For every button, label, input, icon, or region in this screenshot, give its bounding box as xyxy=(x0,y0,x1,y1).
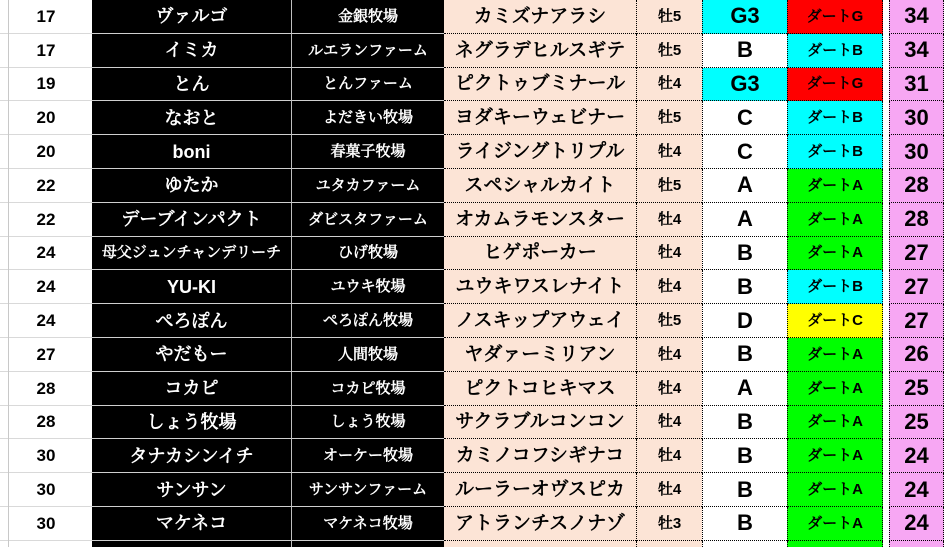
dirt-grade-cell[interactable] xyxy=(787,541,883,547)
farm-name-cell[interactable]: ぺろぽん牧場 xyxy=(292,304,444,338)
farm-name-cell[interactable]: 金銀牧場 xyxy=(292,0,444,34)
owner-name-cell[interactable]: ヴァルゴ xyxy=(92,0,292,34)
horse-name-cell[interactable]: ユウキワスレナイト xyxy=(444,270,636,304)
rank-cell[interactable]: 17 xyxy=(0,0,92,34)
grade-cell[interactable]: C xyxy=(702,135,787,169)
farm-name-cell[interactable]: サンサンファーム xyxy=(292,473,444,507)
score-cell[interactable]: 25 xyxy=(889,372,944,406)
table-row xyxy=(0,439,945,473)
owner-name-cell[interactable]: ゆたか xyxy=(92,169,292,203)
horse-name-cell[interactable]: スペシャルカイト xyxy=(444,169,636,203)
owner-name-cell[interactable]: boni xyxy=(92,135,292,169)
table-row xyxy=(0,473,945,507)
rank-cell[interactable]: 17 xyxy=(0,34,92,68)
farm-name-cell[interactable]: マケネコ牧場 xyxy=(292,507,444,541)
sex-age-cell[interactable]: 牡5 xyxy=(636,34,702,68)
sex-age-cell[interactable]: 牡4 xyxy=(636,372,702,406)
score-cell[interactable]: 27 xyxy=(889,304,944,338)
table-row xyxy=(0,34,945,68)
dirt-grade-cell[interactable]: ダートG xyxy=(787,68,883,102)
grade-cell[interactable]: B xyxy=(702,439,787,473)
sex-age-cell[interactable] xyxy=(636,541,702,547)
grade-cell[interactable]: A xyxy=(702,372,787,406)
score-cell[interactable]: 34 xyxy=(889,34,944,68)
table-row xyxy=(0,270,945,304)
dirt-grade-cell[interactable]: ダートA xyxy=(787,473,883,507)
table-row xyxy=(0,203,945,237)
partial-next-row xyxy=(0,541,945,547)
score-cell[interactable]: 28 xyxy=(889,203,944,237)
sex-age-cell[interactable]: 牡4 xyxy=(636,270,702,304)
owner-name-cell[interactable] xyxy=(92,541,292,547)
grade-cell[interactable]: D xyxy=(702,304,787,338)
rank-cell[interactable]: 27 xyxy=(0,338,92,372)
owner-name-cell[interactable]: ぺろぽん xyxy=(92,304,292,338)
grade-cell[interactable]: B xyxy=(702,473,787,507)
rank-cell[interactable]: 28 xyxy=(0,406,92,440)
horse-name-cell[interactable]: ネグラデヒルスギテ xyxy=(444,34,636,68)
table-row xyxy=(0,237,945,271)
horse-name-cell[interactable]: ルーラーオヴスピカ xyxy=(444,473,636,507)
farm-name-cell[interactable]: 春菓子牧場 xyxy=(292,135,444,169)
dirt-grade-cell[interactable]: ダートA xyxy=(787,338,883,372)
dirt-grade-cell[interactable]: ダートA xyxy=(787,237,883,271)
sex-age-cell[interactable]: 牡3 xyxy=(636,507,702,541)
score-cell[interactable]: 27 xyxy=(889,270,944,304)
horse-name-cell[interactable]: アトランチスノナゾ xyxy=(444,507,636,541)
grade-cell[interactable]: B xyxy=(702,507,787,541)
grade-cell[interactable]: A xyxy=(702,203,787,237)
grade-cell[interactable]: B xyxy=(702,270,787,304)
grade-cell[interactable]: B xyxy=(702,338,787,372)
horse-name-cell[interactable]: サクラブルコンコン xyxy=(444,406,636,440)
owner-name-cell[interactable]: やだもー xyxy=(92,338,292,372)
grade-cell[interactable]: A xyxy=(702,169,787,203)
rank-cell[interactable]: 20 xyxy=(0,135,92,169)
table-row xyxy=(0,304,945,338)
owner-name-cell[interactable]: 母父ジュンチャンデリーチ xyxy=(92,237,292,271)
score-cell[interactable]: 30 xyxy=(889,101,944,135)
farm-name-cell[interactable]: ダビスタファーム xyxy=(292,203,444,237)
score-cell[interactable]: 34 xyxy=(889,0,944,34)
score-cell[interactable]: 31 xyxy=(889,68,944,102)
sex-age-cell[interactable]: 牡4 xyxy=(636,237,702,271)
rank-cell[interactable]: 24 xyxy=(0,304,92,338)
farm-name-cell[interactable]: ひげ牧場 xyxy=(292,237,444,271)
table-row xyxy=(0,338,945,372)
table-row xyxy=(0,169,945,203)
owner-name-cell[interactable]: しょう牧場 xyxy=(92,406,292,440)
rank-cell[interactable]: 22 xyxy=(0,169,92,203)
score-cell[interactable]: 25 xyxy=(889,406,944,440)
dirt-grade-cell[interactable]: ダートA xyxy=(787,507,883,541)
rank-cell[interactable]: 28 xyxy=(0,372,92,406)
grade-cell[interactable]: B xyxy=(702,34,787,68)
owner-name-cell[interactable]: デーブインパクト xyxy=(92,203,292,237)
owner-name-cell[interactable]: なおと xyxy=(92,101,292,135)
rank-cell[interactable]: 19 xyxy=(0,68,92,102)
farm-name-cell[interactable] xyxy=(292,541,444,547)
score-cell[interactable]: 24 xyxy=(889,439,944,473)
dirt-grade-cell[interactable]: ダートA xyxy=(787,439,883,473)
dirt-grade-cell[interactable]: ダートC xyxy=(787,304,883,338)
sex-age-cell[interactable]: 牡5 xyxy=(636,304,702,338)
farm-name-cell[interactable]: 人間牧場 xyxy=(292,338,444,372)
horse-name-cell[interactable]: カミノコフシギナコ xyxy=(444,439,636,473)
owner-name-cell[interactable]: マケネコ xyxy=(92,507,292,541)
horse-name-cell[interactable]: ライジングトリプル xyxy=(444,135,636,169)
grade-cell[interactable]: G3 xyxy=(702,0,787,34)
farm-name-cell[interactable]: よだきい牧場 xyxy=(292,101,444,135)
table-row xyxy=(0,68,945,102)
rank-cell[interactable]: 24 xyxy=(0,237,92,271)
table-row xyxy=(0,101,945,135)
horse-name-cell[interactable]: カミズナアラシ xyxy=(444,0,636,34)
sex-age-cell[interactable]: 牡5 xyxy=(636,101,702,135)
horse-name-cell[interactable]: ピクトゥブミナール xyxy=(444,68,636,102)
score-cell[interactable]: 27 xyxy=(889,237,944,271)
sex-age-cell[interactable]: 牡4 xyxy=(636,439,702,473)
dirt-grade-cell[interactable]: ダートA xyxy=(787,169,883,203)
owner-name-cell[interactable]: とん xyxy=(92,68,292,102)
table-row xyxy=(0,406,945,440)
farm-name-cell[interactable]: コカピ牧場 xyxy=(292,372,444,406)
owner-name-cell[interactable]: タナカシンイチ xyxy=(92,439,292,473)
dirt-grade-cell[interactable]: ダートB xyxy=(787,101,883,135)
score-cell[interactable]: 24 xyxy=(889,473,944,507)
rank-cell[interactable]: 30 xyxy=(0,507,92,541)
sex-age-cell[interactable]: 牡4 xyxy=(636,338,702,372)
horse-name-cell[interactable]: ヤダァーミリアン xyxy=(444,338,636,372)
horse-name-cell[interactable]: ヒゲポーカー xyxy=(444,237,636,271)
sex-age-cell[interactable]: 牡4 xyxy=(636,473,702,507)
score-cell[interactable] xyxy=(889,541,944,547)
rank-cell[interactable]: 24 xyxy=(0,270,92,304)
rank-cell[interactable]: 22 xyxy=(0,203,92,237)
sex-age-cell[interactable]: 牡4 xyxy=(636,203,702,237)
table-row xyxy=(0,372,945,406)
rank-cell[interactable]: 30 xyxy=(0,473,92,507)
horse-name-cell[interactable] xyxy=(444,541,636,547)
dirt-grade-cell[interactable]: ダートB xyxy=(787,270,883,304)
farm-name-cell[interactable]: ルエランファーム xyxy=(292,34,444,68)
dirt-grade-cell[interactable]: ダートA xyxy=(787,372,883,406)
dirt-grade-cell[interactable]: ダートA xyxy=(787,406,883,440)
table-row xyxy=(0,0,945,34)
owner-name-cell[interactable]: コカピ xyxy=(92,372,292,406)
grade-cell[interactable]: C xyxy=(702,101,787,135)
farm-name-cell[interactable]: ユウキ牧場 xyxy=(292,270,444,304)
table-row xyxy=(0,135,945,169)
rank-cell[interactable]: 30 xyxy=(0,439,92,473)
rank-cell[interactable] xyxy=(0,541,92,547)
grade-cell[interactable]: B xyxy=(702,406,787,440)
dirt-grade-cell[interactable]: ダートG xyxy=(787,0,883,34)
score-cell[interactable]: 26 xyxy=(889,338,944,372)
sex-age-cell[interactable]: 牡4 xyxy=(636,406,702,440)
farm-name-cell[interactable]: オーケー牧場 xyxy=(292,439,444,473)
horse-name-cell[interactable]: ノスキップアウェイ xyxy=(444,304,636,338)
horse-name-cell[interactable]: ヨダキーウェビナー xyxy=(444,101,636,135)
sex-age-cell[interactable]: 牡5 xyxy=(636,0,702,34)
sex-age-cell[interactable]: 牡4 xyxy=(636,68,702,102)
dirt-grade-cell[interactable]: ダートA xyxy=(787,203,883,237)
farm-name-cell[interactable]: ユタカファーム xyxy=(292,169,444,203)
farm-name-cell[interactable]: しょう牧場 xyxy=(292,406,444,440)
owner-name-cell[interactable]: YU-KI xyxy=(92,270,292,304)
rank-cell[interactable]: 20 xyxy=(0,101,92,135)
farm-name-cell[interactable]: とんファーム xyxy=(292,68,444,102)
owner-name-cell[interactable]: サンサン xyxy=(92,473,292,507)
grade-cell[interactable]: G3 xyxy=(702,68,787,102)
dirt-grade-cell[interactable]: ダートB xyxy=(787,135,883,169)
horse-name-cell[interactable]: オカムラモンスター xyxy=(444,203,636,237)
sex-age-cell[interactable]: 牡5 xyxy=(636,169,702,203)
dirt-grade-cell[interactable]: ダートB xyxy=(787,34,883,68)
table-row xyxy=(0,507,945,541)
score-cell[interactable]: 28 xyxy=(889,169,944,203)
sex-age-cell[interactable]: 牡4 xyxy=(636,135,702,169)
score-cell[interactable]: 24 xyxy=(889,507,944,541)
score-cell[interactable]: 30 xyxy=(889,135,944,169)
horse-name-cell[interactable]: ピクトコヒキマス xyxy=(444,372,636,406)
grade-cell[interactable]: B xyxy=(702,237,787,271)
owner-name-cell[interactable]: イミカ xyxy=(92,34,292,68)
grade-cell[interactable] xyxy=(702,541,787,547)
